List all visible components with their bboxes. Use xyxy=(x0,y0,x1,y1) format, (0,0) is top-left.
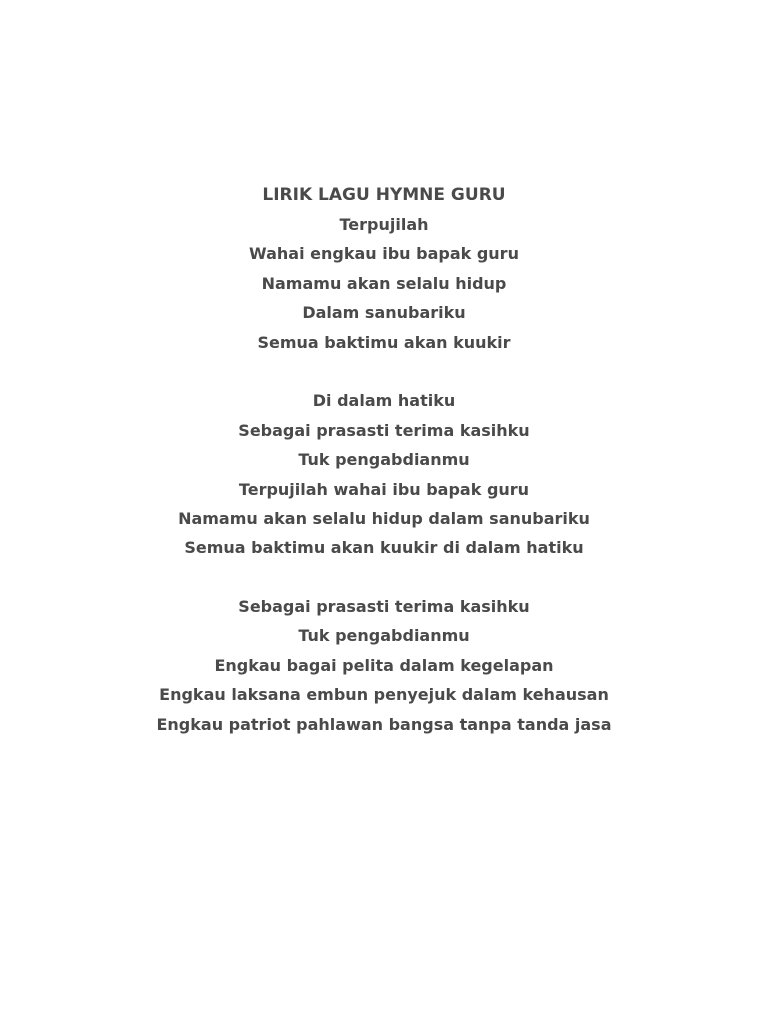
lyric-line: Semua baktimu akan kuukir di dalam hatiku xyxy=(184,538,584,558)
lyric-line: Namamu akan selalu hidup dalam sanubariku xyxy=(178,508,590,528)
lyric-line: Engkau patriot pahlawan bangsa tanpa tanda jasa xyxy=(156,714,612,734)
lyric-line: Sebagai prasasti terima kasihku xyxy=(238,420,530,440)
lyric-line: Terpujilah xyxy=(339,215,429,234)
lyric-line: Sebagai prasasti terima kasihku xyxy=(238,597,530,617)
stanza-spacer xyxy=(0,357,768,386)
stanza-1 xyxy=(0,210,768,357)
lyric-line: Terpujilah wahai ibu bapak guru xyxy=(238,479,530,499)
lyric-line: Namamu akan selalu hidup xyxy=(261,273,507,293)
lyric-line: Engkau bagai pelita dalam kegelapan xyxy=(214,655,554,675)
lyric-line: Tuk pengabdianmu xyxy=(298,626,470,646)
stanza-3 xyxy=(0,592,768,739)
lyric-line: Di dalam hatiku xyxy=(312,391,456,411)
document-title: LIRIK LAGU HYMNE GURU xyxy=(262,185,506,205)
lyric-line: Tuk pengabdianmu xyxy=(298,450,470,470)
stanza-2 xyxy=(0,386,768,562)
lyric-line: Dalam sanubariku xyxy=(302,303,466,323)
lyrics-block xyxy=(0,181,768,739)
lyric-line: Wahai engkau ibu bapak guru xyxy=(249,244,519,264)
stanza-spacer xyxy=(0,563,768,592)
lyric-line: Semua baktimu akan kuukir xyxy=(257,332,511,352)
lyric-line: Engkau laksana embun penyejuk dalam kehausan xyxy=(159,685,609,705)
